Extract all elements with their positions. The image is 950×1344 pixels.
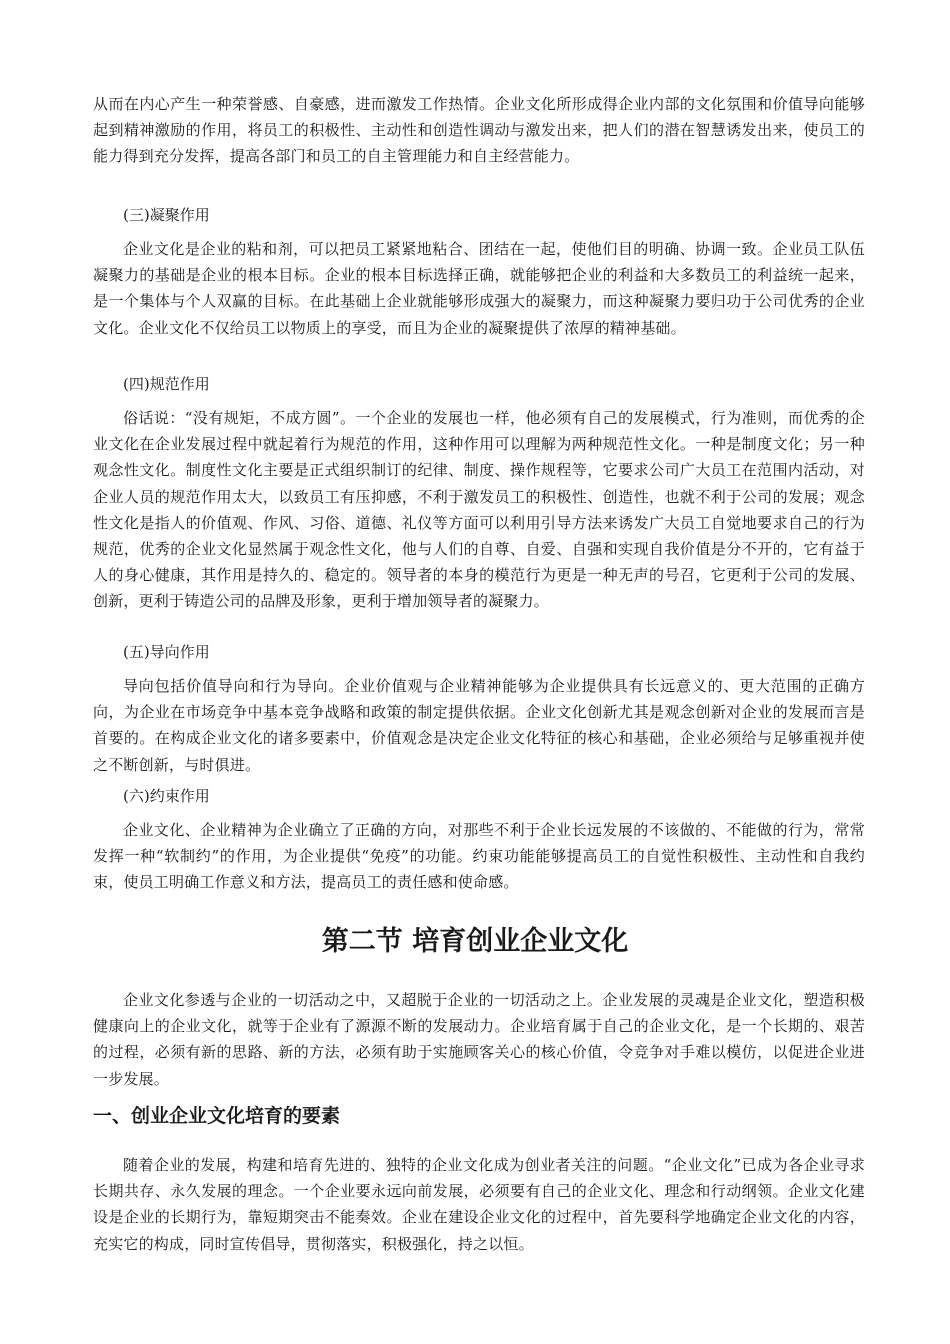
intro-paragraph: 从而在内心产生一种荣誉感、自豪感，进而激发工作热情。企业文化所形成得企业内部的文化氛围和价值导向能够起到精神激励的作用，将员工的积极性、主动性和创造性调动与激发出来，把人们的潜在智慧诱发出来，使员工的能力得到充分发挥，提高各部门和员工的自主管理能力和自主经营能力。: [93, 95, 865, 166]
norm-section: [93, 371, 865, 615]
chapter-intro-paragraph: 企业文化参透与企业的一切活动之中，又超脱于企业的一切活动之上。企业发展的灵魂是企业文化，塑造积极健康向上的企业文化，就等于企业有了源源不断的发展动力。企业培育属于自己的企业文化，是一个长期的、艰苦的过程，必须有新的思路、新的方法，必须有助于实施顾客关心的核心价值，令竞争对手难以模仿，以促进企业进一步发展。: [93, 991, 865, 1088]
cohesion-heading: (三)凝聚作用: [123, 206, 210, 224]
guidance-heading: (五)导向作用: [123, 643, 210, 661]
intro-block: [93, 91, 865, 170]
constraint-paragraph: 企业文化、企业精神为企业确立了正确的方向，对那些不利于企业长远发展的不该做的、不能做的行为，常常发挥一种“软制约”的作用，为企业提供“免疫”的功能。约束功能能够提高员工的自觉性积极性、主动性和自我约束，使员工明确工作意义和方法，提高员工的责任感和使命感。: [93, 821, 865, 892]
cohesion-paragraph: 企业文化是企业的粘和剂，可以把员工紧紧地粘合、团结在一起，使他们目的明确、协调一致。企业员工队伍凝聚力的基础是企业的根本目标。企业的根本目标选择正确，就能够把企业的利益和大多数员工的利益统一起来，是一个集体与个人双赢的目标。在此基础上企业就能够形成强大的凝聚力，而这种凝聚力要归功于公司优秀的企业文化。企业文化不仅给员工以物质上的享受，而且为企业的凝聚提供了浓厚的精神基础。: [93, 240, 865, 337]
chapter-intro-block: [93, 987, 865, 1092]
norm-paragraph: 俗话说：“没有规矩，不成方圆”。一个企业的发展也一样，他必须有自己的发展模式，行为准则，而优秀的企业文化在企业发展过程中就起着行为规范的作用，这种作用可以理解为两种规范性文化。一种是制度文化；另一种观念性文化。制度性文化主要是正式组织制订的纪律、制度、操作规程等，它要求公司广大员工在范围内活动，对企业人员的规范作用太大，以致员工有压抑感，不利于激发员工的积极性、创造性，也就不利于公司的发展；观念性文化是指人的价值观、作风、习俗、道德、礼仪等方面可以利用引导方法来诱发广大员工自觉地要求自己的行为规范，优秀的企业文化显然属于观念性文化，他与人们的自尊、自爱、自强和实现自我价值是分不开的，它有益于人的身心健康，其作用是持久的、稳定的。领导者的本身的模范行为更是一种无声的号召，它更利于公司的发展、创新，更利于铸造公司的品牌及形象，更利于增加领导者的凝聚力。: [93, 409, 865, 611]
constraint-section: [93, 783, 865, 896]
elements-block: [93, 1152, 865, 1257]
guidance-section: [93, 639, 865, 778]
elements-paragraph: 随着企业的发展，构建和培育先进的、独特的企业文化成为创业者关注的问题。“企业文化”已成为各企业寻求长期共存、永久发展的理念。一个企业要永远向前发展，必须要有自己的企业文化、理念和行动纲领。企业文化建设是企业的长期行为，靠短期突击不能奏效。企业在建设企业文化的过程中，首先要科学地确定企业文化的内容，充实它的构成，同时宣传倡导，贯彻落实，积极强化，持之以恒。: [93, 1156, 865, 1253]
section-heading: 一、创业企业文化培育的要素: [93, 1105, 341, 1127]
chapter-title: 第二节 培育创业企业文化: [321, 926, 629, 957]
guidance-paragraph: 导向包括价值导向和行为导向。企业价值观与企业精神能够为企业提供具有长远意义的、更大范围的正确方向，为企业在市场竞争中基本竞争战略和政策的制定提供依据。企业文化创新尤其是观念创新对企业的发展而言是首要的。在构成企业文化的诸多要素中，价值观念是决定企业文化特征的核心和基础，企业必须给与足够重视并使之不断创新，与时俱进。: [93, 677, 865, 774]
cohesion-section: [93, 202, 865, 341]
constraint-heading: (六)约束作用: [123, 787, 210, 805]
norm-heading: (四)规范作用: [123, 375, 210, 393]
